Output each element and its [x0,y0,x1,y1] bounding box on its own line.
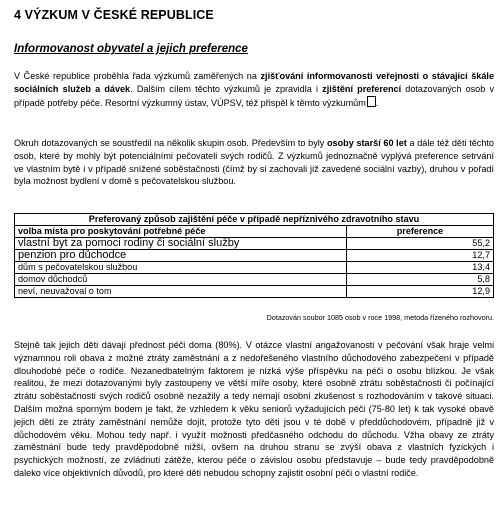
row-value: 13,4 [347,262,494,274]
row-label: neví, neuvažoval o tom [15,286,347,298]
table-caption: Preferovaný způsob zajištění péče v případě nepříznivého zdravotního stavu [15,214,494,226]
para1-bold-1: zjišťování informovanosti veřejnosti o stávající škále sociálních služeb a dávek [14,71,495,94]
row-value: 12,7 [347,250,494,262]
paragraph-3: Stejně tak jejich děti dávají přednost péči doma (80%). V otázce vlastní angažovanosti v pečování však hraje velmi významnou roli obava z možné ztráty zaměstnání a z nedořešeného vlastního důchodového zabezpečení v případě dlouhodobé péče o rodiče. Nezanedbatelným faktorem je nízká výše příspěvku na péči o osobu blízkou. Je však realitou, že mezi dotazovanými byly zastoupeny ve větší míře osoby, které osobně ztrátu soběstačnosti či počínající ztrátu soběstačnosti svých rodičů osobně nezažily a tedy nemají osobní zkušenost s rozhodováním v takové situaci. Dalším možná sporným bodem je fakt, že vzhledem k věku seniorů vyžadujících péči (75-80 let) k tak vysoké obavě jejich dětí ze ztráty zaměstnání nemůže dojít, protože tyto děti jsou v té době v předdůchodovém, případně již v důchodovém věku. Mohou tedy např. i využít možnosti předčasného odchodu do důchodu. Vžha obavy ze ztráty zaměstnání bude tedy pravděpodobně nižší, ovšem na druhou stranu se zvýší obava z vlastních fyzických i psychických možností, ze zvládnutí zátěže, kterou péče o závislou osobu představuje – bude tedy pravděpodobně daleko více objektivních důvodů, pro které děti nebudou schopny zajistit osobní péči o vlastní rodiče. [14,340,494,478]
table-row [15,274,494,286]
row-value: 12,9 [347,286,494,298]
table-column-header-choice: volba místa pro poskytování potřebné péče [15,226,347,238]
para2-text-2: a dále též děti těchto osob, které by mohly být potenciálními pečovateli svých rodičů. Z výzkumů jednoznačně vyplývá preference setrvání ve vlastním bytě i v případě snížené soběstačnosti (čímž by si zachovali již zavedené sociální vazby), druhou v pořadí byla možnost bydlení v domě s pečovatelskou službou. [14,138,494,187]
row-label: vlastní byt za pomoci rodiny či sociální služby [15,238,347,250]
section-subheading: Informovanost obyvatel a jejich preference [14,43,248,55]
row-value: 5,8 [347,274,494,286]
table-row [15,238,494,250]
paragraph-2 [14,137,494,188]
table-column-header-preference: preference [347,226,494,238]
table-row [15,262,494,274]
row-label: domov důchodců [15,274,347,286]
para1-text-4: . [375,97,379,108]
table-row [15,250,494,262]
para1-text-3: dotazovaných osob v případě potřeby péče. Resortní výzkumný ústav, VÚPSV, též přispěl k těmto výzkumům [14,83,495,108]
para2-text-1: Okruh dotazovaných se soustředil na několik skupin osob. Především to byly [14,138,327,148]
preference-table [14,213,494,298]
row-value: 55,2 [347,238,494,250]
para1-text-1: V České republice proběhla řada výzkumů zaměřených na [14,71,261,81]
table-source-note: Dotazován soubor 1085 osob v roce 1998, metoda řízeného rozhovoru. [266,313,494,322]
section-heading: 4 VÝZKUM V ČESKÉ REPUBLICE [14,8,214,22]
row-label: penzion pro důchodce [15,250,347,262]
para1-bold-2: zjištění preferencí [322,83,402,94]
para2-bold-1: osoby starší 60 let [327,138,407,148]
para1-text-2: . Dalším cílem těchto výzkumů je zpravidla i [130,83,323,94]
footnote-marker[interactable] [367,96,376,107]
table-row [15,286,494,298]
row-label: dům s pečovatelskou službou [15,262,347,274]
paragraph-1 [14,70,494,109]
